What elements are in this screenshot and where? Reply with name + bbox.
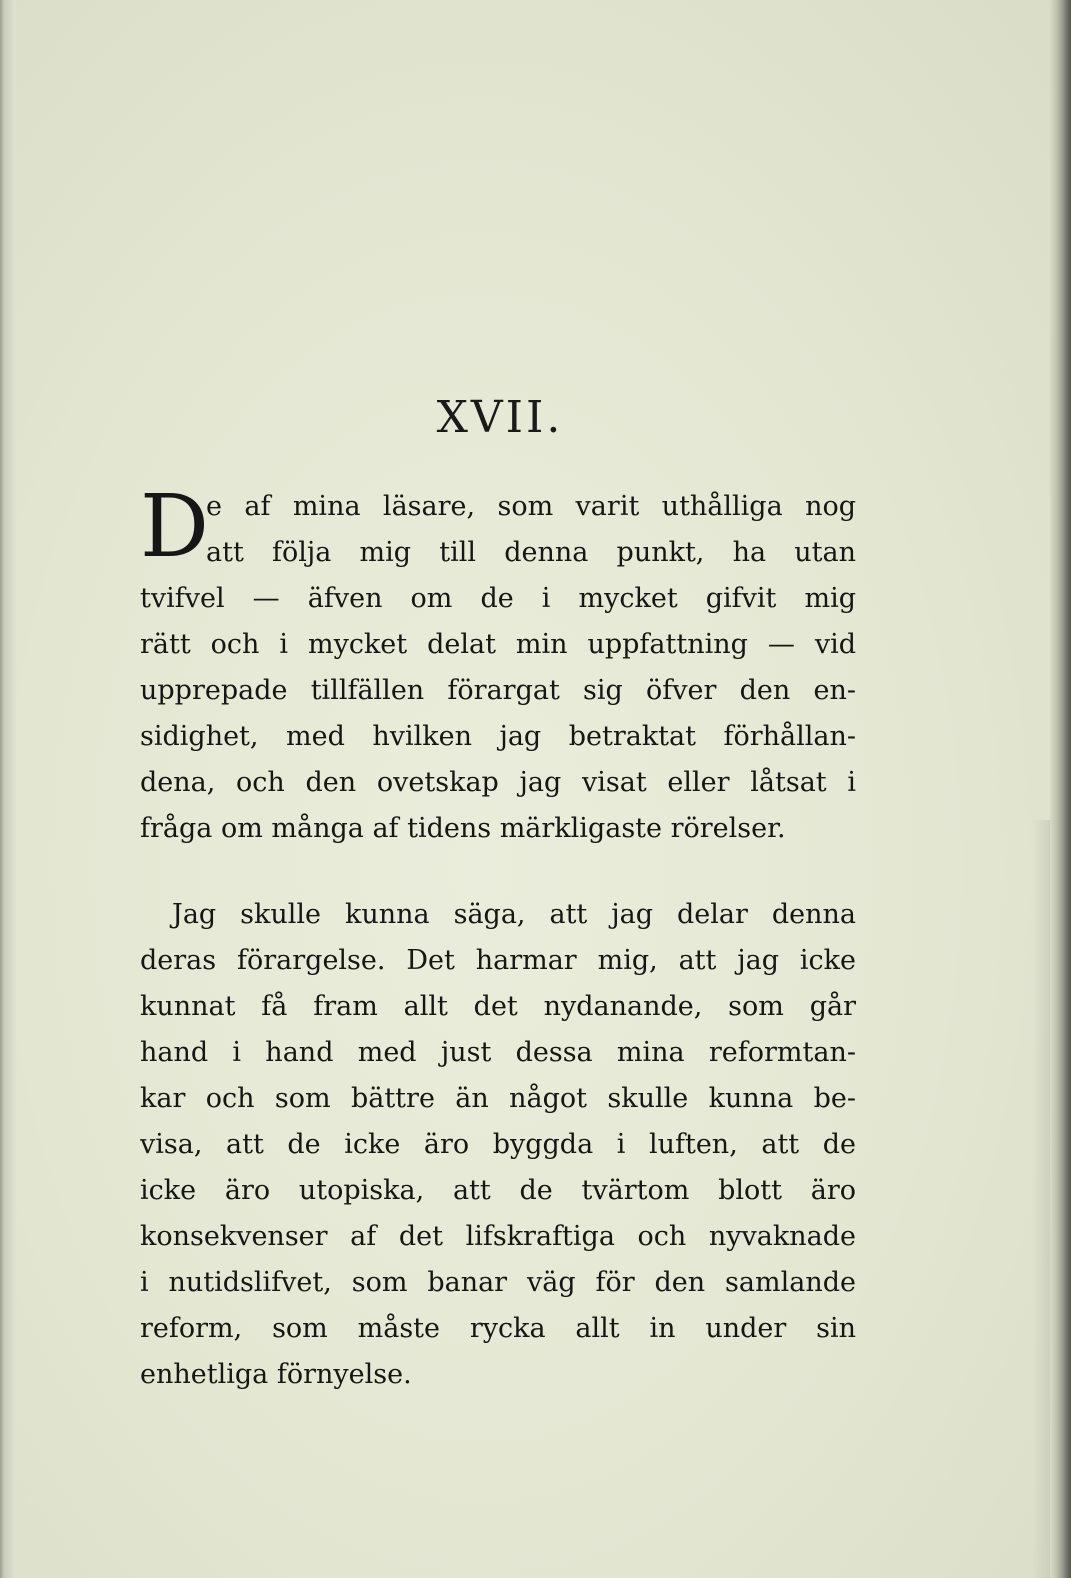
- paragraph-line: icke äro utopiska, att de tvärtom blott äro: [140, 1175, 856, 1206]
- paragraph-line: rätt och i mycket delat min uppfattning — vid: [140, 629, 856, 660]
- paragraph-line: att följa mig till denna punkt, ha utan: [206, 537, 856, 568]
- paragraph-line: deras förargelse. Det harmar mig, att jag icke: [140, 945, 856, 976]
- chapter-heading: XVII.: [436, 392, 564, 443]
- paragraph-line: fråga om många af tidens märkligaste rörelser.: [140, 813, 786, 844]
- page-right-edge: [1050, 0, 1071, 1578]
- paragraph-line: tvifvel — äfven om de i mycket gifvit mig: [140, 583, 856, 614]
- paragraph-line: reform, som måste rycka allt in under sin: [140, 1313, 856, 1344]
- page-left-edge: [0, 0, 16, 1578]
- paragraph-line: Jag skulle kunna säga, att jag delar denna: [172, 899, 856, 930]
- paragraph-line: kunnat få fram allt det nydanande, som går: [140, 991, 856, 1022]
- paragraph-line: kar och som bättre än något skulle kunna be-: [140, 1083, 856, 1114]
- drop-cap: D: [140, 477, 209, 577]
- paragraph-1: [140, 477, 856, 852]
- paragraph-line: e af mina läsare, som varit uthålliga nog: [206, 491, 856, 522]
- paragraph-line: upprepade tillfällen förargat sig öfver den en-: [140, 675, 856, 706]
- paragraph-line: hand i hand med just dessa mina reformtan-: [140, 1037, 856, 1068]
- paragraph-line: sidighet, med hvilken jag betraktat förhållan-: [140, 721, 856, 752]
- paragraph-line: enhetliga förnyelse.: [140, 1359, 412, 1390]
- paragraph-line: konsekvenser af det lifskraftiga och nyvaknade: [140, 1221, 856, 1252]
- paragraph-2: [140, 892, 856, 1398]
- paragraph-line: dena, och den ovetskap jag visat eller låtsat i: [140, 767, 856, 798]
- paragraph-line: i nutidslifvet, som banar väg för den samlande: [140, 1267, 856, 1298]
- paragraph-line: visa, att de icke äro byggda i luften, att de: [140, 1129, 856, 1160]
